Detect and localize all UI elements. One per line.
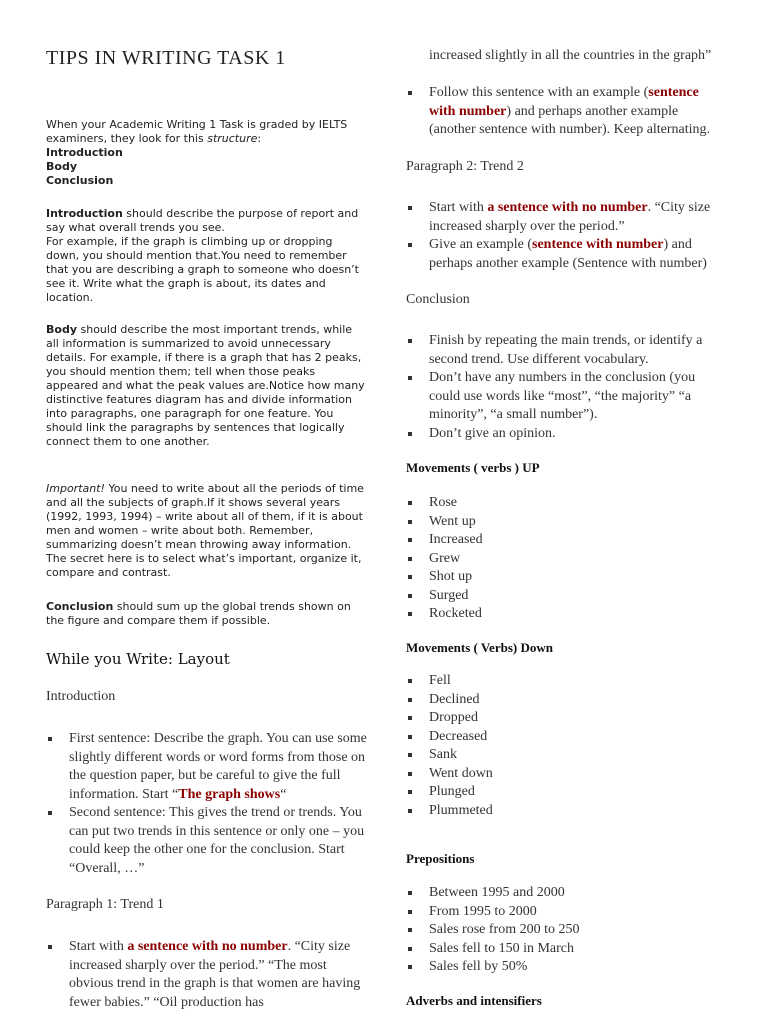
list-item: Shot up: [406, 568, 726, 587]
introduction-term: Introduction: [46, 207, 123, 220]
introduction-example: For example, if the graph is climbing up or dropping down, you should mention that.You need to remember that you are describing a graph to someone who doesn’t see it. Write what the graph is about, its dates and location.: [46, 235, 359, 304]
paragraph1-label: Paragraph 1: Trend 1: [46, 897, 164, 912]
list-item: Sales fell by 50%: [406, 958, 726, 977]
list-item: [46, 938, 368, 1012]
intro-text-end: :: [257, 132, 262, 145]
bullet1-end: “: [280, 786, 287, 802]
structure-item-introduction: Introduction: [46, 146, 123, 159]
structure-item-conclusion: Conclusion: [46, 174, 114, 187]
introduction-paragraph: [46, 207, 368, 305]
p2-b2-highlight: sentence with number: [532, 237, 664, 252]
list-item: Finish by repeating the main trends, or identify a second trend. Use different vocabulary.: [406, 332, 726, 369]
structure-intro: [46, 118, 368, 188]
list-item: Between 1995 and 2000: [406, 884, 726, 903]
paragraph1-bullets: [46, 938, 368, 1012]
introduction-bullets: [46, 730, 368, 878]
list-item: Sales fell to 150 in March: [406, 940, 726, 959]
introduction-text: should describe the purpose of report and say what overall trends you see.: [46, 207, 359, 234]
movements-down-heading: Movements ( Verbs) Down: [406, 640, 553, 655]
list-item: [46, 804, 368, 878]
list-item: Dropped: [406, 709, 726, 728]
adverbs-heading: Adverbs and intensifiers: [406, 993, 542, 1008]
conclusion-paragraph: [46, 600, 368, 628]
p2-b1-rest: . “City size increased sharply over the period.”: [429, 200, 711, 234]
prepositions-list: [406, 884, 726, 977]
follow-rest: ) and perhaps another example (another sentence with number). Keep alternating.: [429, 103, 711, 137]
p2-b1-start: Start with: [429, 200, 488, 215]
structure-word: structure: [207, 132, 258, 145]
paragraph2-label: Paragraph 2: Trend 2: [406, 159, 524, 174]
list-item: Grew: [406, 550, 726, 569]
conclusion-label: Conclusion: [406, 292, 470, 307]
list-item: Plunged: [406, 783, 726, 802]
follow-highlight: sentence with number: [429, 85, 699, 119]
prepositions-heading: Prepositions: [406, 851, 475, 866]
list-item: Rose: [406, 494, 726, 513]
intro-text: When your Academic Writing 1 Task is graded by IELTS examiners, they look for this: [46, 118, 348, 145]
follow-start: Follow this sentence with an example (: [429, 85, 649, 100]
list-item: Sank: [406, 746, 726, 765]
p2-b1-highlight: a sentence with no number: [487, 200, 648, 215]
list-item: [406, 236, 726, 273]
list-item: Declined: [406, 691, 726, 710]
conclusion-text: should sum up the global trends shown on the figure and compare them if possible.: [46, 600, 351, 627]
p2-b2-rest: ) and perhaps another example (Sentence with number): [429, 237, 707, 271]
list-item: Went up: [406, 513, 726, 532]
p1-start: Start with: [69, 939, 128, 954]
list-item: Don’t give an opinion.: [406, 425, 726, 444]
important-term: Important!: [46, 482, 105, 495]
list-item: Fell: [406, 672, 726, 691]
list-item: From 1995 to 2000: [406, 903, 726, 922]
body-paragraph: [46, 323, 368, 449]
important-paragraph: [46, 482, 368, 580]
list-item: Plummeted: [406, 802, 726, 821]
page-title: TIPS IN WRITING TASK 1: [46, 47, 286, 69]
follow-bullets: [406, 84, 726, 140]
movements-down-list: [406, 672, 726, 820]
structure-item-body: Body: [46, 160, 77, 173]
paragraph2-bullets: [406, 199, 726, 273]
list-item: Don’t have any numbers in the conclusion (you could use words like “most”, “the majority” “a minority”, “a small number”).: [406, 369, 726, 425]
list-item: Decreased: [406, 728, 726, 747]
p1-highlight: a sentence with no number: [127, 939, 288, 954]
conclusion-term: Conclusion: [46, 600, 114, 613]
body-term: Body: [46, 323, 77, 336]
list-item: Went down: [406, 765, 726, 784]
bullet1-text: First sentence: Describe the graph. You can use some slightly different words or word forms from those on the question paper, but be careful to give the full information. Start “: [69, 731, 367, 802]
bullet2-text: Second sentence: This gives the trend or trends. You can put two trends in this sentence or only one – you could keep the other one for the conclusion. Start “Overall, …”: [69, 805, 365, 876]
important-text: You need to write about all the periods of time and all the subjects of graph.If it shows several years (1992, 1993, 1994) – write about all of them, if it is about men and women – write about both. Remember, summarizing doesn’t mean throwing away information. The secret here is to select what’s important, organize it, compare and contrast.: [46, 482, 364, 579]
continued-text: increased slightly in all the countries in the graph”: [429, 48, 712, 63]
list-item: [406, 84, 726, 140]
movements-up-list: [406, 494, 726, 624]
list-item: [46, 730, 368, 804]
list-item: Sales rose from 200 to 250: [406, 921, 726, 940]
body-text: should describe the most important trends, while all information is summarized to avoid unnecessary details. For example, if there is a graph that has 2 peaks, you should mention them; tell when those peaks appeared and what the peak values are.Notice how many distinctive features diagram has and divide information into paragraphs, one paragraph for one feature. You should link the paragraphs by sentences that logically connect them to one another.: [46, 323, 365, 448]
movements-up-heading: Movements ( verbs ) UP: [406, 460, 540, 475]
layout-heading: While you Write: Layout: [46, 650, 230, 668]
list-item: Surged: [406, 587, 726, 606]
p1-rest: . “City size increased sharply over the period.” “The most obvious trend in the graph is that women are having fewer babies.” “Oil production has: [69, 939, 361, 1010]
list-item: Increased: [406, 531, 726, 550]
list-item: [406, 199, 726, 236]
bullet1-highlight: The graph shows: [178, 786, 281, 802]
layout-introduction-label: Introduction: [46, 689, 116, 704]
list-item: Rocketed: [406, 605, 726, 624]
p2-b2-start: Give an example (: [429, 237, 533, 252]
conclusion-bullets: [406, 332, 726, 443]
